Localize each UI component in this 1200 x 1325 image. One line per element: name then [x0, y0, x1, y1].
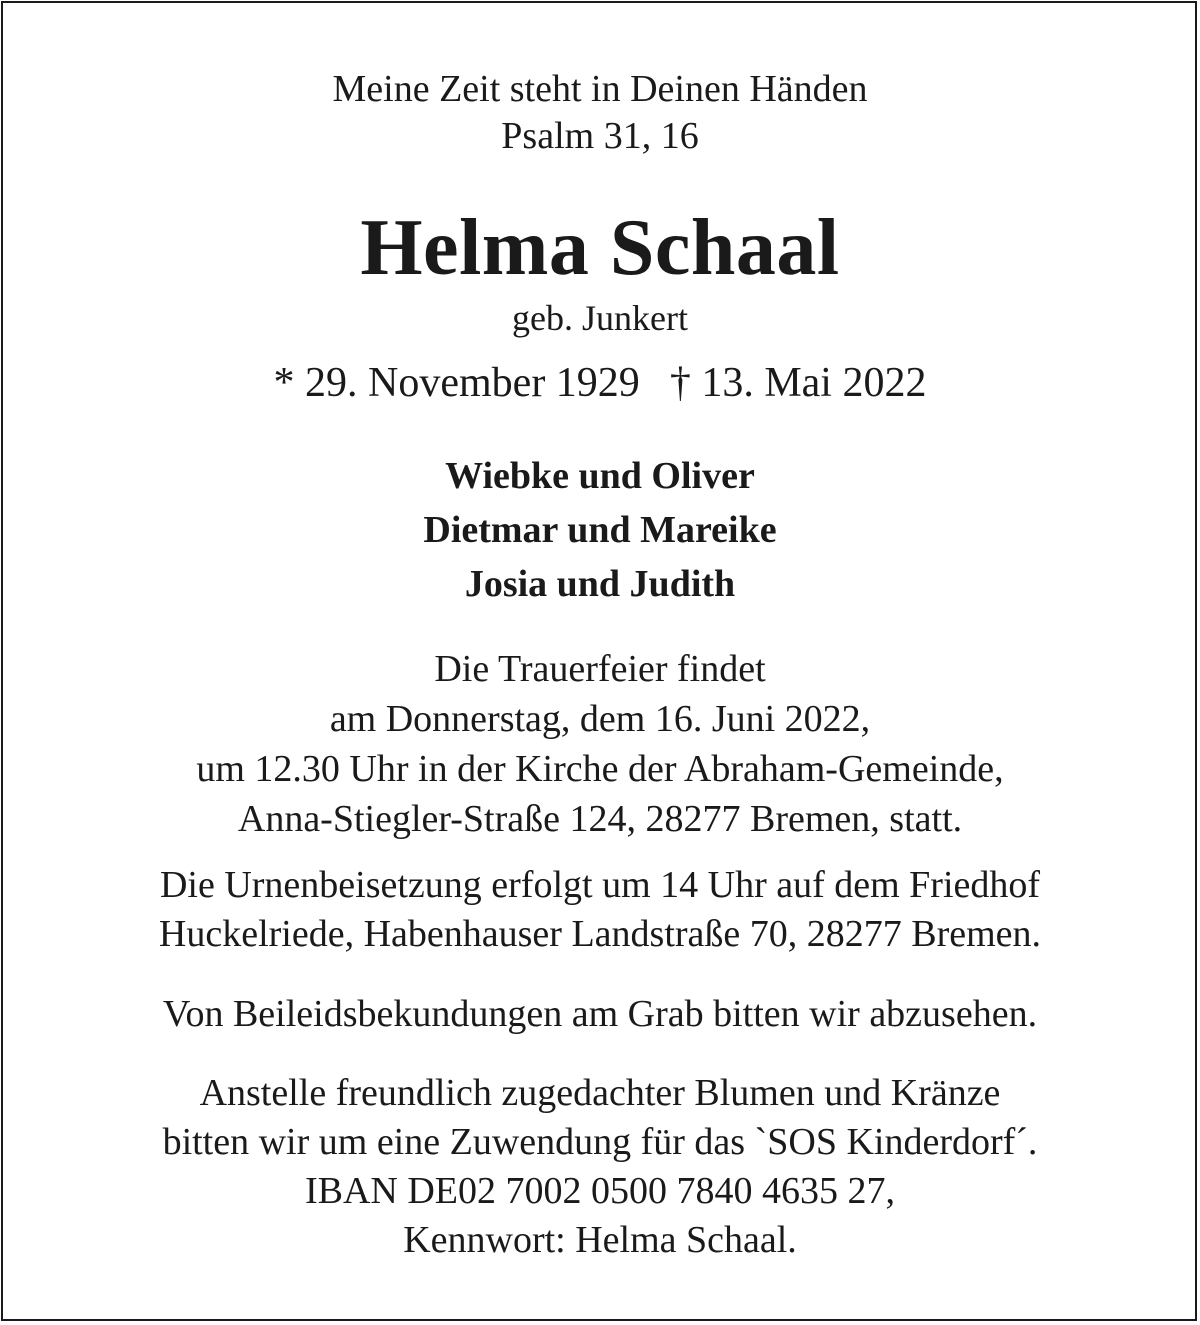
motto: Meine Zeit steht in Deinen Händen: [332, 68, 868, 110]
mourner-line: Dietmar und Mareike: [423, 509, 777, 551]
life-dates: [0, 362, 1200, 404]
donation-line: Kennwort: Helma Schaal.: [403, 1219, 797, 1261]
psalm-reference: Psalm 31, 16: [501, 115, 699, 157]
ceremony-line: Die Trauerfeier findet: [434, 648, 766, 690]
donation-line: Anstelle freundlich zugedachter Blumen und Kränze: [199, 1072, 1001, 1114]
donation-line: IBAN DE02 7002 0500 7840 4635 27,: [304, 1170, 896, 1212]
condolence-note: Von Beileidsbekundungen am Grab bitten wir abzusehen.: [162, 993, 1038, 1035]
deceased-name: Helma Schaal: [360, 204, 840, 292]
burial-line: Die Urnenbeisetzung erfolgt um 14 Uhr auf dem Friedhof: [159, 864, 1041, 906]
donation-line: bitten wir um eine Zuwendung für das `SOS Kinderdorf´.: [162, 1121, 1038, 1163]
mourner-line: Josia und Judith: [464, 563, 736, 605]
maiden-name: geb. Junkert: [512, 298, 688, 338]
mourner-line: Wiebke und Oliver: [445, 455, 755, 497]
death-date: † 13. Mai 2022: [669, 360, 927, 406]
ceremony-line: am Donnerstag, dem 16. Juni 2022,: [329, 698, 871, 740]
ceremony-line: Anna-Stiegler-Straße 124, 28277 Bremen, statt.: [237, 798, 963, 840]
ceremony-line: um 12.30 Uhr in der Kirche der Abraham-Gemeinde,: [196, 748, 1004, 790]
birth-date: * 29. November 1929: [273, 360, 640, 406]
burial-line: Huckelriede, Habenhauser Landstraße 70, 28277 Bremen.: [158, 913, 1042, 955]
